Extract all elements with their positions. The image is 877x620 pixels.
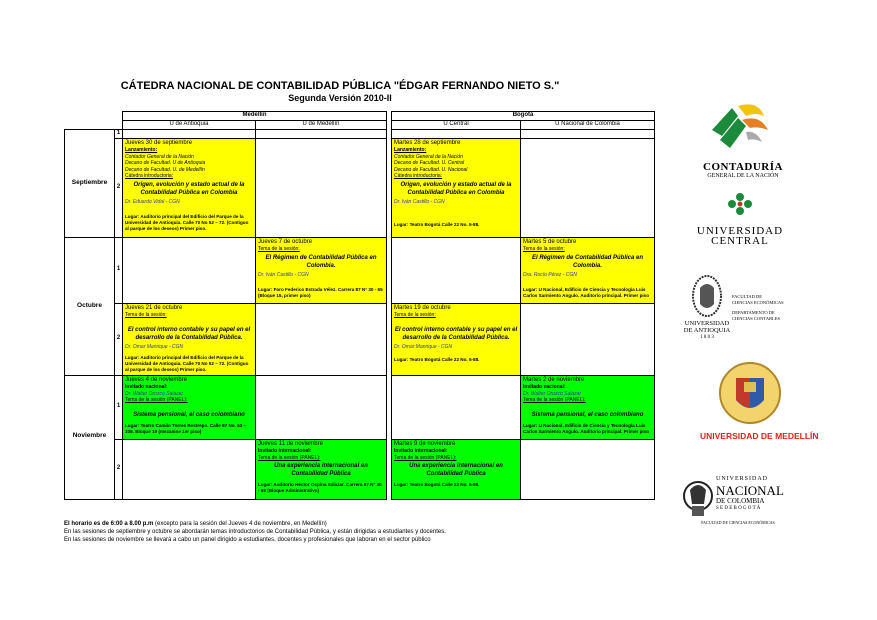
session-cell-oct2-central — [392, 303, 521, 375]
session-section: Lanzamiento: — [394, 147, 427, 154]
nacional-name-1: UNIVERSIDAD — [716, 476, 768, 482]
session-topic: Una experiencia internacional en Contabilidad Pública — [274, 463, 368, 478]
central-emblem-icon — [690, 190, 790, 220]
session-speaker: Dr. Omar Manrique - CGN — [394, 344, 453, 351]
note-line: En las sesiones de septiembre y octubre se abordarán temas introductorios de Contabilidad Pública, y están dirigidas a estudiantes y docentes. — [64, 529, 446, 535]
nacional-emblem-icon — [680, 476, 716, 522]
session-place: Lugar: Auditorio principal del Edificio del Parque de la Universidad de Antioquia. Calle 70 No 52 – 72. (Contiguo al parque de los deseos) Primer piso. — [125, 213, 249, 231]
session-place: Lugar: Teatro Camilo Torres Restrepo. Calle 67 No. 53 – 108. Bloque 10 (mezanine 1er piso) — [125, 422, 247, 434]
session-place: Lugar: Teatro Bogotá Calle 22 No. 5-88. — [394, 356, 480, 362]
session-topic: Sistema pensional, el caso colombiano — [133, 411, 245, 418]
week-number: 2 — [115, 439, 123, 499]
month-september: Septiembre — [65, 129, 115, 237]
central-name-2: CENTRAL — [711, 235, 769, 247]
session-place: Lugar: Teatro Bogotá Calle 22 No. 5-88. — [394, 481, 480, 487]
session-cell-sep-antioquia — [123, 138, 256, 237]
session-cell-sep-central — [392, 138, 521, 237]
session-topic: El Régimen de Contabilidad Pública en Colombia. — [265, 254, 377, 269]
session-speaker: Dr. Omar Manrique - CGN — [125, 344, 184, 351]
session-place: Lugar: Auditorio principal del Edificio del Parque de la Universidad de Antioquia. Calle 70 No 52 – 72. (Contiguo al parque de los deseos) Primer piso. — [125, 354, 249, 372]
session-topic: El control interno contable y su papel en el desarrollo de la Contabilidad Pública. — [127, 326, 251, 341]
antioquia-name-2: DE ANTIOQUIA — [683, 327, 731, 334]
topic-label: Tema de la sesión (PANEL): — [394, 454, 457, 461]
session-line: Decano de Facultad. U de Antioquia — [125, 160, 206, 167]
note-rest: (excepto para la sesión del Jueves 4 de noviembre, en Medellín) — [153, 521, 327, 527]
session-cell-nov2-medellin — [256, 439, 387, 499]
antioquia-emblem-icon — [686, 274, 728, 318]
session-date: Martes 19 de octubre — [394, 304, 451, 311]
topic-label: Tema de la sesión: — [394, 312, 436, 319]
antioquia-dept-2: CIENCIAS CONTABLES — [732, 316, 781, 321]
session-cell-nov1-antioquia — [123, 375, 256, 439]
contaduria-emblem-icon — [698, 96, 788, 158]
session-line: Decano de Facultad. U. Nacional — [394, 166, 468, 173]
topic-label: Tema de la sesión: — [258, 246, 300, 253]
page-subtitle: Segunda Versión 2010-II — [288, 93, 392, 103]
session-section: Lanzamiento: — [125, 147, 158, 154]
session-place: Lugar: U Nacional, Edificio de Ciencia y Tecnología Luis Carlos Sarmiento Angulo. Auditorio principal. Primer piso — [523, 422, 650, 434]
logo-universidad-central — [690, 190, 790, 246]
session-cell-oct1-medellin — [256, 237, 387, 303]
session-date: Jueves 30 de septiembre — [125, 139, 193, 146]
topic-label: Tema de la sesión: — [523, 246, 565, 253]
session-line: Decano de Facultad. U. de Medellín — [125, 166, 205, 173]
nacional-name-3: DE COLOMBIA — [716, 497, 765, 505]
session-topic: El Régimen de Contabilidad Pública en Colombia. — [532, 254, 644, 269]
city-header-bogota: Bogotá — [392, 112, 655, 121]
session-date: Martes 28 de septiembre — [394, 139, 461, 146]
nacional-sede: S E D E B O G O T Á — [716, 506, 761, 511]
week-number: 1 — [115, 237, 123, 303]
session-section: Invitado nacional: — [523, 384, 566, 391]
session-topic: Sistema pensional, el caso colombiano — [531, 411, 644, 418]
month-november: Noviembre — [65, 375, 115, 499]
session-place: Lugar: Teatro Bogotá Calle 22 No. 5-88. — [394, 221, 480, 227]
col-header-u-medellin: U de Medellín — [256, 121, 387, 130]
col-header-u-central: U Central — [392, 121, 521, 130]
session-line: Decano de Facultad. U. Central — [394, 160, 465, 167]
nacional-faculty: FACULTAD DE CIENCIAS ECONÓMICAS — [701, 520, 775, 525]
session-speaker: Dr. Eduardo Vidal - CGN — [125, 199, 180, 206]
session-speaker: Dr. Iván Castillo - CGN — [394, 199, 445, 206]
antioquia-year: 1 8 0 3 — [700, 335, 714, 340]
week-number: 1 — [115, 129, 123, 138]
central-name-1: UNIVERSIDAD — [696, 225, 784, 237]
week-number: 2 — [115, 138, 123, 237]
topic-label: Cátedra introductoria: — [125, 173, 174, 180]
col-header-u-antioquia: U de Antioquia — [123, 121, 256, 130]
schedule-table — [64, 111, 655, 500]
week-number: 1 — [115, 375, 123, 439]
antioquia-faculty-1: FACULTAD DE — [732, 294, 763, 299]
session-cell-nov1-nacional — [521, 375, 655, 439]
session-section: Invitado internacional: — [258, 448, 312, 455]
logo-universidad-medellin — [700, 360, 819, 442]
logo-universidad-antioquia — [682, 274, 792, 344]
session-date: Martes 9 de noviembre — [394, 440, 456, 447]
session-cell-oct1-nacional — [521, 237, 655, 303]
topic-label: Tema de la sesión: — [125, 312, 167, 319]
session-section: Invitado nacional: — [125, 384, 168, 391]
month-october: Octubre — [65, 237, 115, 375]
medellin-name: UNIVERSIDAD DE MEDELLÍN — [700, 431, 819, 441]
session-speaker: Dr. Walter Orozco Salazar — [523, 390, 582, 397]
antioquia-faculty-2: CIENCIAS ECONÓMICAS — [732, 300, 784, 305]
nacional-name-2: NACIONAL — [716, 483, 784, 498]
session-date: Jueves 21 de octubre — [125, 304, 183, 311]
session-date: Martes 2 de noviembre — [523, 376, 585, 383]
session-topic: Origen, evolución y estado actual de la Contabilidad Pública en Colombia — [400, 181, 512, 196]
session-place: Lugar: Auditorio Héctor Ospina Salazar. Carrera 87 N° 30 - 65 (Bloque Administrativo) — [258, 481, 382, 493]
antioquia-name-1: UNIVERSIDAD — [684, 320, 730, 327]
city-header-medellin: Medellín — [123, 112, 387, 121]
session-line: Contador General de la Nación — [394, 153, 463, 160]
note-line: En las sesiones de noviembre se llevará a cabo un panel dirigido a estudiantes, docentes y profesionales que laboran en el sector público — [64, 537, 431, 543]
session-topic: El control interno contable y su papel en el desarrollo de la Contabilidad Pública. — [394, 326, 518, 341]
session-place: Lugar: Foro Federico Estrada Vélez. Carrera 87 N° 30 - 65 (Bloque 15, primer piso) — [258, 286, 383, 298]
page-title: CÁTEDRA NACIONAL DE CONTABILIDAD PÚBLICA "ÉDGAR FERNANDO NIETO S." — [120, 80, 560, 92]
session-section: Invitado internacional: — [394, 448, 448, 455]
session-cell-oct2-antioquia — [123, 303, 256, 375]
topic-label: Cátedra introductoria: — [394, 173, 443, 180]
logo-universidad-nacional — [680, 474, 796, 530]
topic-label: Tema de la sesión (PANEL): — [523, 397, 586, 404]
session-speaker: Dra. Rocío Pérez - CGN — [523, 272, 577, 279]
session-line: Contador General de la Nación — [125, 153, 194, 160]
session-date: Jueves 4 de noviembre — [125, 376, 188, 383]
session-date: Martes 5 de octubre — [523, 238, 577, 245]
note-bold: El horario es de 6:00 a 8.00 p.m — [64, 521, 154, 527]
topic-label: Tema de la sesión (PANEL): — [258, 454, 321, 461]
session-cell-nov2-central — [392, 439, 521, 499]
logo-contaduria — [698, 96, 788, 178]
session-speaker: Dr. Walter Orozco Salazar — [125, 390, 184, 397]
week-number: 2 — [115, 303, 123, 375]
contaduria-name: CONTADURÍA — [703, 161, 783, 173]
session-speaker: Dr. Iván Castillo - CGN — [258, 272, 309, 279]
session-place: Lugar: U Nacional, Edificio de Ciencia y Tecnología Luis Carlos Sarmiento Angulo. Auditorio principal. Primer piso — [523, 286, 650, 298]
session-date: Jueves 11 de noviembre — [258, 440, 323, 447]
session-date: Jueves 7 de octubre — [258, 238, 313, 245]
session-topic: Una experiencia internacional en Contabilidad Pública — [409, 463, 503, 478]
medellin-shield-icon — [700, 360, 800, 426]
footer-notes — [64, 520, 446, 544]
session-topic: Origen, evolución y estado actual de la Contabilidad Pública en Colombia — [133, 181, 245, 196]
note-line — [64, 520, 446, 528]
contaduria-subname: GENERAL DE LA NACIÓN — [707, 173, 779, 179]
topic-label: Tema de la sesión (PANEL): — [125, 397, 188, 404]
antioquia-dept-1: DEPARTAMENTO DE — [732, 310, 775, 315]
col-header-u-nacional: U Nacional de Colombia — [521, 121, 655, 130]
